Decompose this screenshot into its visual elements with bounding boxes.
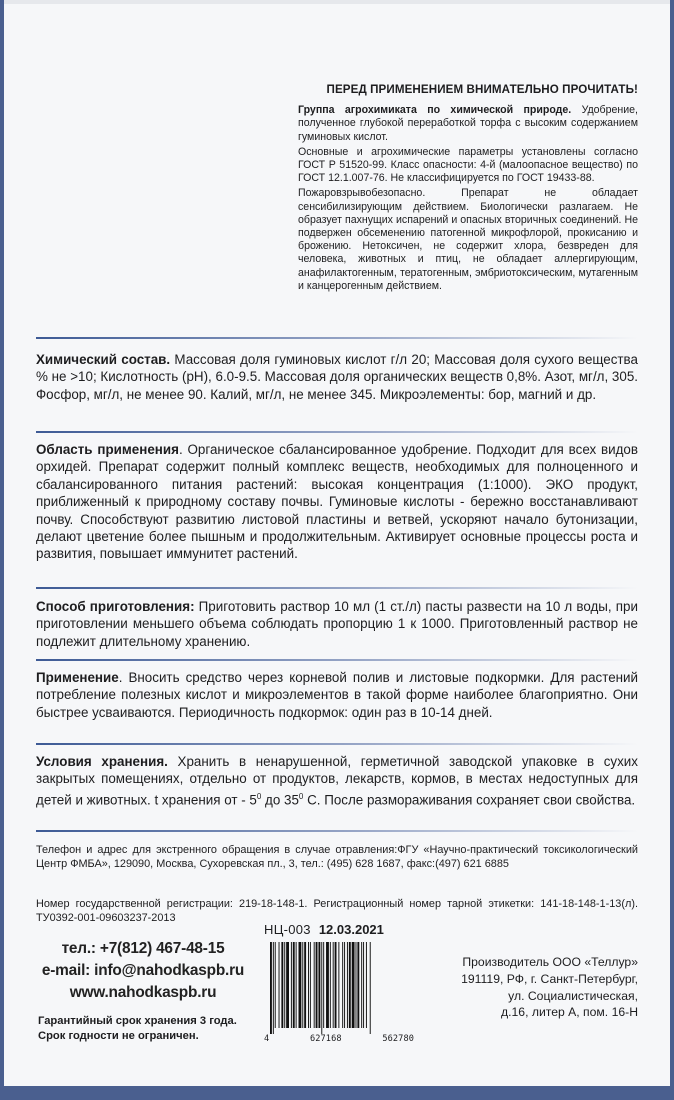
shelf-life-line: Срок годности не ограничен.: [38, 1030, 199, 1042]
barcode-bar: [275, 942, 276, 1028]
barcode-bar: [310, 942, 311, 1028]
section-divider: [36, 830, 638, 832]
barcode-bar: [366, 942, 367, 1028]
barcode-bar: [356, 942, 357, 1028]
barcode-bar: [363, 942, 364, 1028]
barcode-bar: [347, 942, 348, 1028]
barcode-bar: [330, 942, 331, 1028]
storage-section: [36, 753, 638, 809]
barcode-block: [264, 922, 414, 1046]
manufacturer-street: ул. Социалистическая,: [508, 988, 638, 1003]
barcode-bar: [370, 942, 371, 1034]
label-left-border: [0, 0, 4, 1100]
barcode-bar: [316, 942, 318, 1028]
manufacturer-address: 191119, РФ, г. Санкт-Петербург,: [461, 971, 638, 986]
barcode-bar: [291, 942, 292, 1028]
label-bottom-band: [0, 1086, 674, 1100]
barcode-bar: [296, 942, 297, 1028]
barcode-bar: [308, 942, 309, 1028]
barcode-digit-group: 562780: [382, 1034, 414, 1044]
website: www.nahodkaspb.ru: [69, 984, 217, 1001]
email-address: e-mail: info@nahodkaspb.ru: [41, 962, 245, 979]
warning-title: ПЕРЕД ПРИМЕНЕНИЕМ ВНИМАТЕЛЬНО ПРОЧИТАТЬ!: [326, 83, 638, 96]
barcode-bar: [352, 942, 355, 1028]
section-divider: [36, 659, 638, 661]
preparation-text: Приготовить раствор 10 мл (1 ст./л) пасты развести на 10 л воды, при приготовлении меньшего объема соблюдать пропорцию 1 к 1000. Приготовленный раствор не подлежит длительному хранению.: [36, 599, 638, 649]
usage-label: Применение: [36, 670, 119, 685]
emergency-contact: Телефон и адрес для экстренного обращения в случае отравления:ФГУ «Научно-практический токсикологический Центр ФМБА», 129090, Москва, Сухоревская пл., 3, тел.: (495) 628 1687, факс:(497) 621 6885: [36, 844, 638, 871]
group-paragraph: [298, 104, 638, 144]
barcode-digit-group: 627168: [309, 1034, 342, 1044]
label-top-strip: [0, 0, 674, 4]
section-divider: [36, 743, 638, 745]
barcode-bar: [323, 942, 324, 1028]
manufacturer-building: д.16, литер А, пом. 16-Н: [501, 1005, 638, 1020]
barcode-digit-group: 4: [264, 1034, 270, 1044]
barcode-bar: [299, 942, 302, 1028]
usage-section: [36, 669, 638, 721]
preparation-section: [36, 598, 638, 650]
storage-text-before: Хранить в ненарушенной, герметичной заводской упаковке в сухих закрытых помещениях, отдельно от продуктов, лекарств, кормов, в местах недоступных для детей и животных. t хранения от - 5: [36, 754, 638, 808]
barcode-bar: [304, 942, 306, 1028]
section-divider: [36, 431, 638, 433]
batch-code: НЦ-003: [264, 922, 311, 937]
degree-mark: 0: [256, 791, 262, 801]
group-text: Удобрение, полученное глубокой переработкой торфа с высоким содержанием гуминовых кислот.: [298, 104, 638, 143]
barcode-image: [268, 942, 412, 1034]
barcode-bar: [342, 942, 343, 1028]
composition-text: Массовая доля гуминовых кислот г/л 20; Массовая доля сухого вещества % не >10; Кислотность (рН), 6.0-9.5. Массовая доля органических веществ 0,8%. Азот, мг/л, 305. Фосфор, мг/л, не менее 90. Калий, мг/л, не менее 345. Микроэлементы: бор, магний и др.: [36, 352, 638, 402]
barcode-bar: [302, 942, 303, 1028]
manufacturer-info: [418, 954, 638, 1021]
barcode-bar: [273, 942, 274, 1034]
warranty-line: Гарантийный срок хранения 3 года.: [38, 1015, 237, 1027]
section-divider: [36, 337, 638, 339]
contact-block: [38, 938, 248, 1004]
composition-section: [36, 351, 638, 403]
application-area-section: [36, 441, 638, 563]
warning-block: [298, 83, 638, 295]
barcode-bar: [361, 942, 362, 1028]
phone-number: тел.: +7(812) 467-48-15: [61, 940, 225, 957]
barcode-bar: [321, 942, 322, 1034]
barcode-bar: [357, 942, 359, 1028]
registration-info: Номер государственной регистрации: 219-18-148-1. Регистрационный номер тарной этикетки: 141-18-148-1-13(л). ТУ0392-001-09603237-2013: [36, 898, 638, 925]
composition-label: Химический состав.: [36, 352, 171, 367]
barcode-bar: [293, 942, 295, 1028]
barcode-bar: [286, 942, 289, 1028]
preparation-label: Способ приготовления:: [36, 599, 195, 614]
barcode-bar: [270, 942, 272, 1034]
degree-mark: 0: [298, 791, 304, 801]
barcode-bar: [333, 942, 334, 1028]
storage-text-after: С. После размораживания сохраняет свои свойства.: [303, 792, 636, 808]
storage-text-mid: до 35: [261, 792, 299, 808]
barcode-bar: [344, 942, 345, 1028]
section-divider: [36, 587, 638, 589]
application-area-label: Область применения: [36, 442, 179, 457]
barcode-bar: [279, 942, 280, 1028]
application-area-text: . Органическое сбалансированное удобрение. Подходит для всех видов орхидей. Препарат содержит полный комплекс веществ, необходимых для полноценного и сбалансированного питания растений: высокая концентрация (1:1000). ЭКО продукт, приближенный к природному составу почвы. Гуминовые кислоты - бережно восстанавливают почву. Способствуют развитию листовой пластины и ветвей, ускоряют начало бутонизации, делают цветение более пышным и продолжительным. Активирует основные процессы роста и развития, повышает иммунитет растений.: [36, 442, 638, 562]
barcode-bar: [284, 942, 285, 1028]
params-paragraph: Основные и агрохимические параметры установлены согласно ГОСТ Р 51520-99. Класс опасности: 4-й (малоопасное вещество) по ГОСТ 12.1.007-76. Не классифицируется по ГОСТ 19433-88.: [298, 145, 638, 185]
batch-line: [264, 922, 414, 937]
barcode-bar: [318, 942, 320, 1028]
group-label: Группа агрохимиката по химической природе.: [298, 104, 572, 117]
barcode-bar: [326, 942, 329, 1028]
batch-date: 12.03.2021: [318, 922, 384, 937]
barcode-bar: [349, 942, 351, 1028]
barcode-bar: [338, 942, 339, 1028]
label-right-border: [670, 0, 674, 1100]
barcode-bar: [281, 942, 283, 1028]
barcode-digits: [264, 1034, 414, 1044]
barcode-bar: [314, 942, 315, 1028]
barcode-bar: [335, 942, 337, 1028]
storage-label: Условия хранения.: [36, 754, 168, 769]
manufacturer-name: Производитель ООО «Теллур»: [462, 955, 638, 969]
usage-text: . Вносить средство через корневой полив и листовые подкормки. Для растений потребление полезных кислот и микроэлементов в такой форме наиболее благоприятно. Они быстрее усваиваются. Периодичность подкормок: один раз в 10-14 дней.: [36, 670, 638, 720]
safety-paragraph: Пожаровзрывобезопасно. Препарат не обладает сенсибилизирующим действием. Биологически разлагаем. Не образует пахнущих испарений и опасных вторичных соединений. Не подвержен обсеменению патогенной микрофлорой, прокисанию и брожению. Нетоксичен, не содержит хлора, безвреден для человека, животных и птиц, не обладает аллергирующим, анафилактогенным, тератогенным, эмбриотоксическим, мутагенным и канцерогенным действием.: [298, 187, 638, 292]
warranty-info: [38, 1014, 268, 1044]
